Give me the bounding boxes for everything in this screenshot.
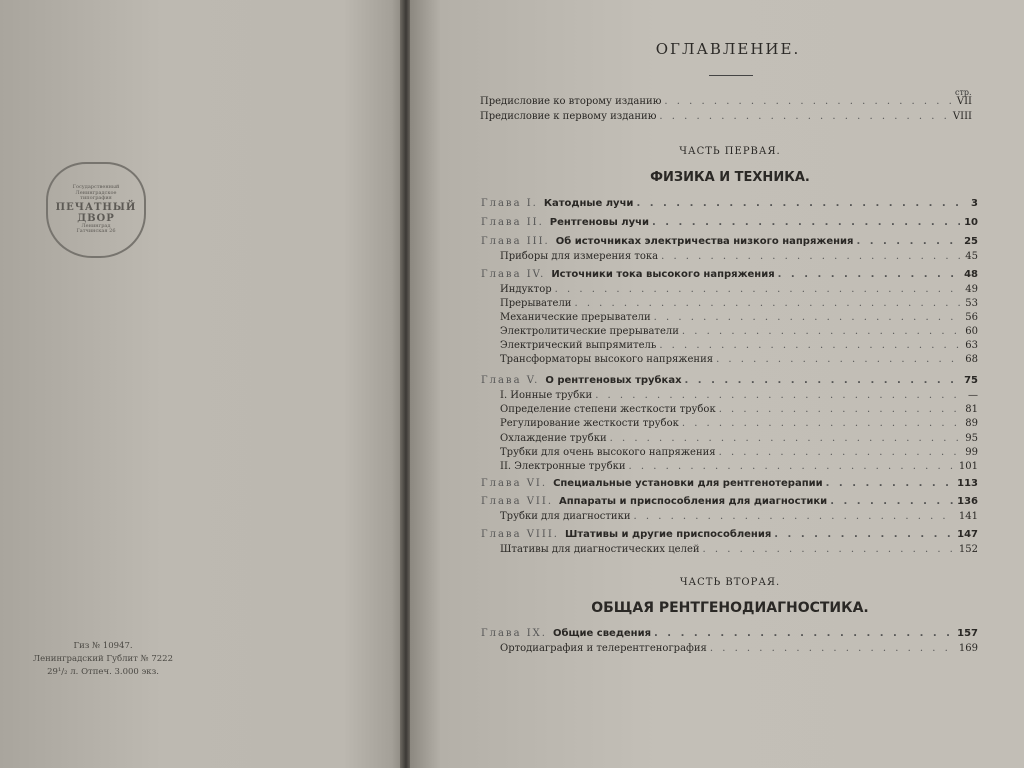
toc-subentry — [500, 389, 978, 403]
leader-dots — [629, 460, 955, 474]
leader-dots — [856, 235, 960, 249]
imprint-line: Ленинградский Гублит № 7222 — [32, 654, 173, 664]
entry-page: 49 — [965, 284, 978, 295]
entry-page: 48 — [964, 269, 978, 280]
toc-subentry — [500, 325, 978, 339]
toc-chapter-entry — [481, 197, 978, 211]
entry-page: 99 — [965, 447, 978, 458]
leader-dots — [774, 528, 953, 542]
leader-dots — [652, 216, 960, 230]
stamp-name: ПЕЧАТНЫЙ — [55, 201, 137, 213]
toc-subentry — [500, 283, 978, 297]
entry-page: 89 — [965, 418, 978, 429]
toc-subentry — [500, 510, 978, 524]
entry-page: 157 — [957, 628, 978, 639]
entry-page: 53 — [965, 298, 978, 309]
entry-title: Ортодиаграфия и телерентгенография — [500, 643, 707, 654]
stamp-line: Гатчинская 26 — [76, 228, 116, 235]
entry-page: 63 — [965, 340, 978, 351]
leader-dots — [664, 95, 952, 109]
leader-dots — [661, 250, 961, 264]
entry-page: 10 — [964, 217, 978, 228]
entry-page: 147 — [957, 529, 978, 540]
entry-title: Аппараты и приспособления для диагностики — [559, 496, 828, 507]
toc-chapter-entry — [481, 235, 978, 249]
entry-title: Электрический выпрямитель — [500, 340, 657, 351]
leader-dots — [716, 353, 961, 367]
leader-dots — [659, 110, 949, 124]
stamp-line: Ленинградское — [75, 189, 117, 196]
entry-title: Механические прерыватели — [500, 312, 651, 323]
leader-dots — [682, 325, 961, 339]
toc-chapter-entry — [481, 528, 978, 542]
stamp-line: Государственный — [72, 184, 120, 191]
entry-title: Индуктор — [500, 284, 552, 295]
toc-subentry — [500, 432, 978, 446]
leader-dots — [659, 339, 961, 353]
toc-subentry — [500, 353, 978, 367]
entry-title: Общие сведения — [552, 628, 652, 639]
entry-title: Предисловие к первому изданию — [480, 111, 657, 122]
entry-title: Об источниках электричества низкого напряжения — [555, 236, 854, 247]
imprint-line: Гиз № 10947. — [73, 641, 133, 651]
page-column-header: стр. — [955, 88, 972, 97]
entry-title: Регулирование жесткости трубок — [500, 418, 679, 429]
entry-title: Источники тока высокого напряжения — [551, 269, 775, 280]
chapter-number: Глава V. — [481, 375, 540, 386]
toc-chapter-entry — [481, 268, 978, 282]
leader-dots — [826, 477, 953, 491]
part-label: ЧАСТЬ ВТОРАЯ. — [679, 577, 781, 588]
toc-subentry — [500, 297, 978, 311]
entry-page: — — [968, 390, 978, 401]
toc-chapter-entry — [481, 627, 978, 641]
toc-chapter-entry — [481, 477, 978, 491]
toc-subentry — [500, 417, 978, 431]
entry-page: 75 — [964, 375, 978, 386]
entry-page: 152 — [958, 544, 978, 555]
entry-page: 169 — [958, 643, 978, 654]
entry-page: VIII — [952, 111, 972, 122]
leader-dots — [636, 197, 967, 211]
entry-title: Электролитические прерыватели — [500, 326, 679, 337]
leader-dots — [685, 374, 961, 388]
entry-title: Приборы для измерения тока — [500, 251, 659, 262]
entry-title: I. Ионные трубки — [500, 390, 593, 401]
entry-page: 56 — [965, 312, 978, 323]
toc-entry — [480, 95, 972, 109]
entry-title: Определение степени жесткости трубок — [500, 404, 716, 415]
chapter-number: Глава VI. — [481, 478, 548, 489]
entry-title: Охлаждение трубки — [500, 433, 607, 444]
entry-title: Трубки для очень высокого напряжения — [500, 447, 716, 458]
title-divider — [709, 75, 753, 76]
leader-dots — [654, 311, 962, 325]
leader-dots — [574, 297, 961, 311]
toc-subentry — [500, 642, 978, 656]
leader-dots — [830, 495, 953, 509]
part-title: ОБЩАЯ РЕНТГЕНОДИАГНОСТИКА. — [591, 600, 869, 616]
imprint-line: 29¹/₂ л. Отпеч. 3.000 экз. — [47, 667, 159, 677]
entry-title: Рентгеновы лучи — [549, 217, 649, 228]
entry-page: 81 — [965, 404, 978, 415]
chapter-number: Глава I. — [481, 198, 538, 209]
toc-chapter-entry — [481, 495, 978, 509]
chapter-number: Глава IV. — [481, 269, 546, 280]
toc-title: ОГЛАВЛЕНИЕ. — [655, 40, 801, 58]
chapter-number: Глава VIII. — [481, 529, 559, 540]
toc-subentry — [500, 339, 978, 353]
toc-subentry — [500, 403, 978, 417]
leader-dots — [595, 389, 964, 403]
toc-subentry — [500, 543, 978, 557]
toc-subentry — [500, 460, 978, 474]
printing-imprint — [8, 640, 198, 679]
toc-chapter-entry — [481, 216, 978, 230]
leader-dots — [654, 627, 953, 641]
stamp-name: ДВОР — [77, 212, 115, 224]
entry-title: II. Электронные трубки — [500, 461, 626, 472]
entry-page: 101 — [958, 461, 978, 472]
toc-subentry — [500, 446, 978, 460]
entry-title: Трансформаторы высокого напряжения — [500, 354, 714, 365]
leader-dots — [610, 432, 962, 446]
entry-title: Прерыватели — [500, 298, 572, 309]
leader-dots — [555, 283, 962, 297]
toc-chapter-entry — [481, 374, 978, 388]
entry-title: Предисловие ко второму изданию — [480, 96, 662, 107]
leader-dots — [634, 510, 955, 524]
part-label: ЧАСТЬ ПЕРВАЯ. — [679, 146, 781, 157]
leader-dots — [682, 417, 961, 431]
entry-page: 45 — [965, 251, 978, 262]
stamp-line: типография — [80, 195, 112, 202]
library-stamp — [46, 162, 146, 258]
chapter-number: Глава III. — [481, 236, 550, 247]
leader-dots — [719, 446, 962, 460]
entry-page: 25 — [964, 236, 978, 247]
chapter-number: Глава VII. — [481, 496, 554, 507]
toc-entry — [480, 110, 972, 124]
entry-title: Штативы и другие приспособления — [564, 529, 772, 540]
leader-dots — [719, 403, 962, 417]
chapter-number: Глава IX. — [481, 628, 547, 639]
leader-dots — [710, 642, 955, 656]
entry-page: 95 — [965, 433, 978, 444]
entry-page: 141 — [958, 511, 978, 522]
entry-page: 60 — [965, 326, 978, 337]
entry-title: Специальные установки для рентгенотерапии — [553, 478, 823, 489]
chapter-number: Глава II. — [481, 217, 544, 228]
entry-page: 136 — [957, 496, 978, 507]
toc-subentry — [500, 250, 978, 264]
entry-title: Штативы для диагностических целей — [500, 544, 700, 555]
entry-page: 113 — [957, 478, 978, 489]
stamp-line: Ленинград — [81, 222, 111, 229]
leader-dots — [778, 268, 960, 282]
entry-page: 3 — [971, 198, 978, 209]
leader-dots — [703, 543, 955, 557]
entry-title: Трубки для диагностики — [500, 511, 631, 522]
part-title: ФИЗИКА И ТЕХНИКА. — [650, 170, 810, 185]
entry-title: О рентгеновых трубках — [545, 375, 682, 386]
toc-subentry — [500, 311, 978, 325]
entry-page: VII — [956, 96, 972, 107]
entry-title: Катодные лучи — [543, 198, 634, 209]
entry-page: 68 — [965, 354, 978, 365]
